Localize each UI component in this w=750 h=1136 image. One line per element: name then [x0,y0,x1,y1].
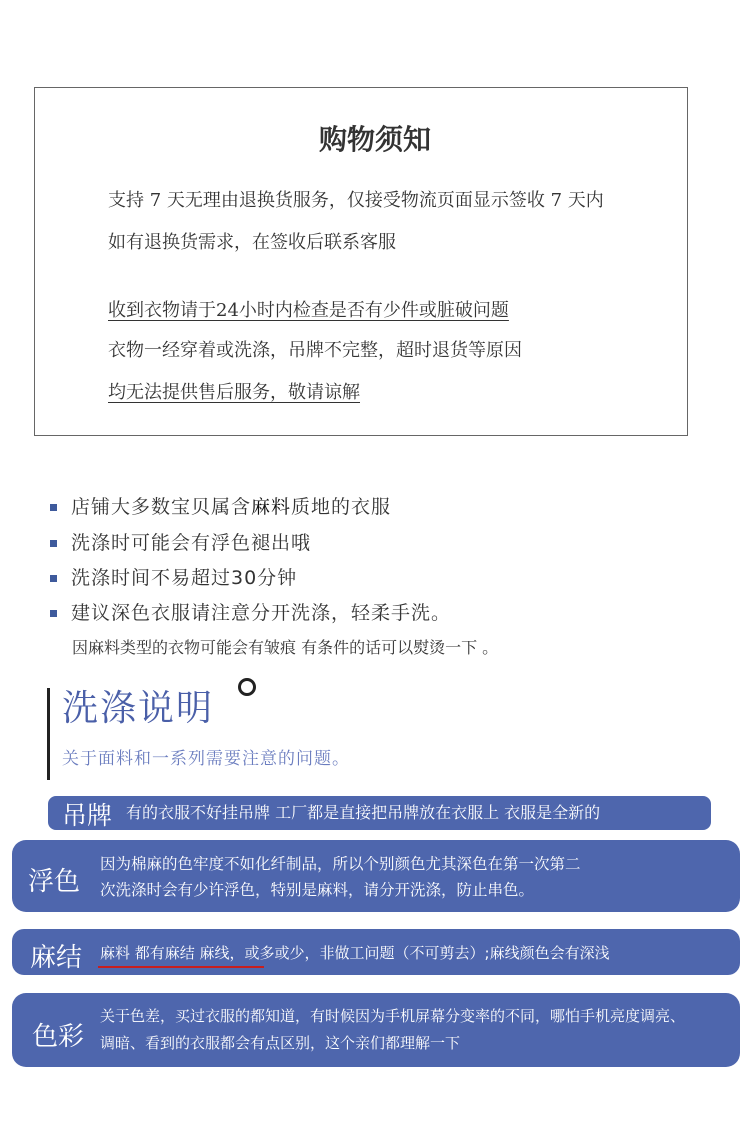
bullet-text: 建议深色衣服请注意分开洗涤，轻柔手洗。 [71,602,452,624]
float-color-text-1: 因为棉麻的色牢度不如化纤制品，所以个别颜色尤其深色在第一次第二 [100,855,581,873]
square-bullet-icon [50,540,57,547]
bullet-text: 洗涤时可能会有浮色褪出哦 [71,532,312,554]
notice-line-4: 衣物一经穿着或洗涤，吊牌不完整，超时退货等原因 [108,340,522,361]
ironing-note: 因麻料类型的衣物可能会有皱痕 有条件的话可以熨烫一下 。 [72,638,499,657]
section-divider-bar [47,688,50,780]
red-underline [98,966,264,968]
tag-label: 吊牌 [62,801,113,830]
wash-section-title: 洗涤说明 [62,688,215,729]
notice-line-5: 均无法提供售后服务，敬请谅解 [108,382,360,403]
notice-line-3: 收到衣物请于24小时内检查是否有少件或脏破问题 [108,300,509,321]
color-difference-text-1: 关于色差，买过衣服的都知道，有时候因为手机屏幕分变率的不同，哪怕手机亮度调亮、 [100,1007,686,1025]
bullet-item-3 [50,563,297,590]
linen-knot-text: 麻料 都有麻结 麻线，或多或少，非做工问题（不可剪去）;麻线颜色会有深浅 [100,944,610,962]
wash-section-subtitle: 关于面料和一系列需要注意的问题。 [62,749,350,769]
bullet-text: 洗涤时间不易超过30分钟 [71,567,298,589]
tag-text: 有的衣服不好挂吊牌 工厂都是直接把吊牌放在衣服上 衣服是全新的 [126,803,601,822]
ring-icon [238,678,256,696]
color-difference-label: 色彩 [32,1022,85,1052]
bullet-text-emphasis: 麻料 [251,496,292,518]
notice-title: 购物须知 [318,123,431,156]
bullet-item-4 [50,598,451,625]
bullet-item-1 [50,492,391,519]
bullet-text-post: 质地的衣服 [291,496,392,518]
float-color-text-2: 次洗涤时会有少许浮色，特别是麻料，请分开洗涤，防止串色。 [100,881,535,899]
bullet-item-2 [50,528,311,555]
square-bullet-icon [50,504,57,511]
notice-line-2: 如有退换货需求，在签收后联系客服 [108,232,396,253]
color-difference-text-2: 调暗、看到的衣服都会有点区别，这个亲们都理解一下 [100,1034,461,1052]
linen-knot-label: 麻结 [30,943,83,973]
square-bullet-icon [50,575,57,582]
notice-line-1: 支持 7 天无理由退换货服务，仅接受物流页面显示签收 7 天内 [108,190,604,211]
bullet-text-pre: 店铺大多数宝贝属含 [71,496,252,518]
square-bullet-icon [50,610,57,617]
float-color-label: 浮色 [28,867,81,897]
